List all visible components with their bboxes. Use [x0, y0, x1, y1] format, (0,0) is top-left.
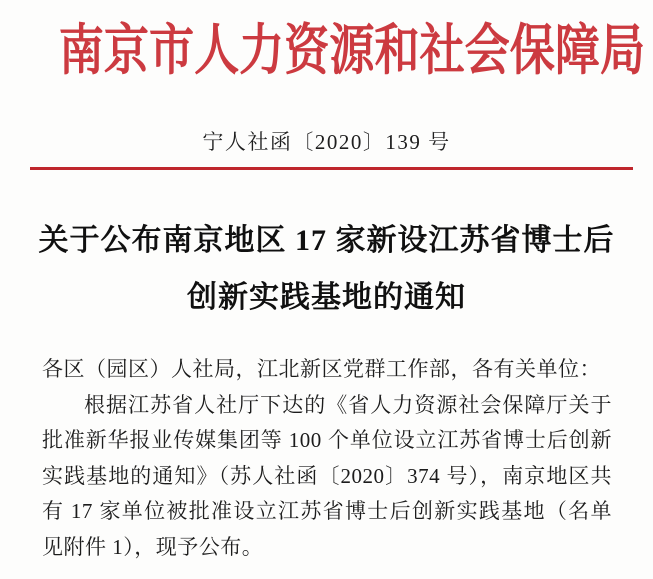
document-title-line2: 创新实践基地的通知 — [187, 281, 466, 314]
agency-name-header: 南京市人力资源和社会保障局 — [58, 20, 646, 81]
document-number: 宁人社函〔2020〕139 号 — [202, 130, 451, 154]
document-title — [0, 212, 653, 326]
red-divider-line — [30, 167, 633, 170]
salutation-line: 各区（园区）人社局，江北新区党群工作部，各有关单位： — [42, 357, 601, 381]
body-paragraph: 根据江苏省人社厅下达的《省人力资源社会保障厅关于批准新华报业传媒集团等 100 个单位设立江苏省博士后创新实践基地的通知》（苏人社函〔2020〕374 号），南京地区共有 17 家单位被批准设立江苏省博士后创新实践基地（名单见附件 1），现予公布。 — [42, 392, 612, 559]
document-body — [42, 352, 612, 565]
document-title-line1: 关于公布南京地区 17 家新设江苏省博士后 — [38, 224, 615, 257]
